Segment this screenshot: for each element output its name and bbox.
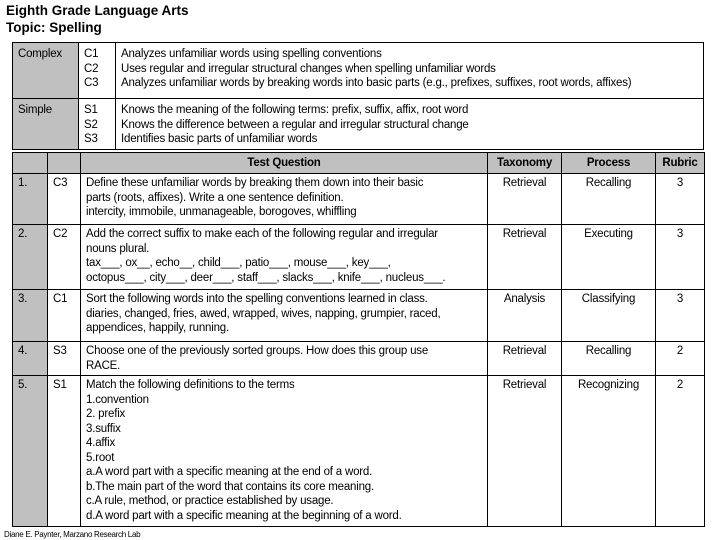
question-line: 4.affix bbox=[86, 437, 116, 449]
goal-description: Analyzes unfamiliar words by breaking words into basic parts (e.g., prefixes, suffixes, root words, affixes) bbox=[121, 77, 632, 89]
question-number: 1. bbox=[13, 174, 48, 225]
table-row bbox=[13, 376, 705, 527]
rubric: 2 bbox=[656, 376, 705, 527]
goal-description: Knows the difference between a regular and irregular structural change bbox=[121, 118, 469, 131]
table-row bbox=[13, 225, 705, 290]
question-line: appendices, happily, running. bbox=[86, 322, 229, 334]
goal-description: Identifies basic parts of unfamiliar words bbox=[121, 133, 318, 145]
level-codes bbox=[79, 43, 116, 99]
question-line: parts (roots, affixes). Write a one sentence definition. bbox=[86, 191, 344, 204]
table-row bbox=[13, 342, 705, 376]
taxonomy: Retrieval bbox=[488, 225, 562, 290]
question-line: intercity, immobile, unmanageable, borogoves, whiffling bbox=[86, 206, 357, 218]
level-row bbox=[13, 99, 704, 150]
level-descriptions bbox=[116, 99, 704, 150]
question-line: c.A rule, method, or practice established by usage. bbox=[86, 495, 334, 507]
topic-title: Topic: Spelling bbox=[6, 20, 102, 35]
level-descriptions bbox=[116, 43, 704, 99]
goal-description: Knows the meaning of the following terms: prefix, suffix, affix, root word bbox=[121, 104, 469, 116]
goal-code: C1 bbox=[84, 48, 99, 60]
rubric: 2 bbox=[656, 342, 705, 376]
test-question bbox=[81, 174, 488, 225]
process: Recalling bbox=[562, 174, 656, 225]
footer-credit: Diane E. Paynter, Marzano Research Lab bbox=[4, 530, 141, 539]
question-line: tax___, ox__, echo__, child___, patio___, mouse___, key___, bbox=[86, 257, 391, 269]
taxonomy: Analysis bbox=[488, 290, 562, 342]
question-number: 4. bbox=[13, 342, 48, 376]
goal-code: C3 bbox=[48, 174, 81, 225]
question-line: 1.convention bbox=[86, 393, 149, 406]
level-codes bbox=[79, 99, 116, 150]
question-line: Sort the following words into the spelling conventions learned in class. bbox=[86, 293, 428, 305]
goal-code: S1 bbox=[84, 104, 98, 116]
header-rubric: Rubric bbox=[656, 153, 705, 174]
question-line: Choose one of the previously sorted groups. How does this group use bbox=[86, 345, 429, 357]
goal-code: C1 bbox=[48, 290, 81, 342]
question-number: 2. bbox=[13, 225, 48, 290]
rubric: 3 bbox=[656, 290, 705, 342]
level-label: Complex bbox=[13, 43, 79, 99]
header-number bbox=[13, 153, 48, 174]
rubric: 3 bbox=[656, 225, 705, 290]
header-taxonomy: Taxonomy bbox=[488, 153, 562, 174]
question-number: 5. bbox=[13, 376, 48, 527]
taxonomy: Retrieval bbox=[488, 174, 562, 225]
test-questions-table bbox=[12, 152, 705, 527]
goal-description: Analyzes unfamiliar words using spelling conventions bbox=[121, 48, 382, 60]
question-line: 2. prefix bbox=[86, 408, 126, 420]
question-line: 3.suffix bbox=[86, 422, 121, 435]
test-question bbox=[81, 225, 488, 290]
taxonomy: Retrieval bbox=[488, 376, 562, 527]
goal-code: S3 bbox=[48, 342, 81, 376]
table-row bbox=[13, 290, 705, 342]
goal-description: Uses regular and irregular structural changes when spelling unfamiliar words bbox=[121, 62, 496, 75]
process: Classifying bbox=[562, 290, 656, 342]
process: Executing bbox=[562, 225, 656, 290]
level-label: Simple bbox=[13, 99, 79, 150]
test-question bbox=[81, 290, 488, 342]
header-code bbox=[48, 153, 81, 174]
learning-goals-table bbox=[12, 42, 704, 150]
header-test-question: Test Question bbox=[81, 153, 488, 174]
question-line: Add the correct suffix to make each of the following regular and irregular bbox=[86, 228, 438, 240]
question-line: octopus___, city___, deer___, staff___, slacks___, knife___, nucleus___. bbox=[86, 271, 446, 284]
goal-code: S2 bbox=[84, 118, 98, 131]
goal-code: S1 bbox=[48, 376, 81, 527]
test-question bbox=[81, 376, 488, 527]
question-line: Match the following definitions to the terms bbox=[86, 379, 295, 391]
question-line: a.A word part with a specific meaning at the end of a word. bbox=[86, 466, 373, 478]
process: Recalling bbox=[562, 342, 656, 376]
question-line: Define these unfamiliar words by breaking them down into their basic bbox=[86, 177, 424, 189]
question-line: b.The main part of the word that contains its core meaning. bbox=[86, 480, 374, 493]
question-line: RACE. bbox=[86, 359, 121, 372]
question-number: 3. bbox=[13, 290, 48, 342]
question-line: d.A word part with a specific meaning at the beginning of a word. bbox=[86, 509, 402, 522]
question-line: 5.root bbox=[86, 451, 115, 464]
goal-code: C2 bbox=[84, 62, 99, 75]
process: Recognizing bbox=[562, 376, 656, 527]
header-process: Process bbox=[562, 153, 656, 174]
test-question bbox=[81, 342, 488, 376]
goal-code: S3 bbox=[84, 133, 98, 145]
rubric: 3 bbox=[656, 174, 705, 225]
question-line: diaries, changed, fries, awed, wrapped, wives, napping, grumpier, raced, bbox=[86, 307, 441, 320]
question-line: nouns plural. bbox=[86, 242, 150, 255]
goal-code: C2 bbox=[48, 225, 81, 290]
level-row bbox=[13, 43, 704, 99]
taxonomy: Retrieval bbox=[488, 342, 562, 376]
table-row bbox=[13, 174, 705, 225]
header-row bbox=[13, 153, 705, 174]
goal-code: C3 bbox=[84, 77, 99, 89]
page-title: Eighth Grade Language Arts bbox=[6, 3, 189, 18]
